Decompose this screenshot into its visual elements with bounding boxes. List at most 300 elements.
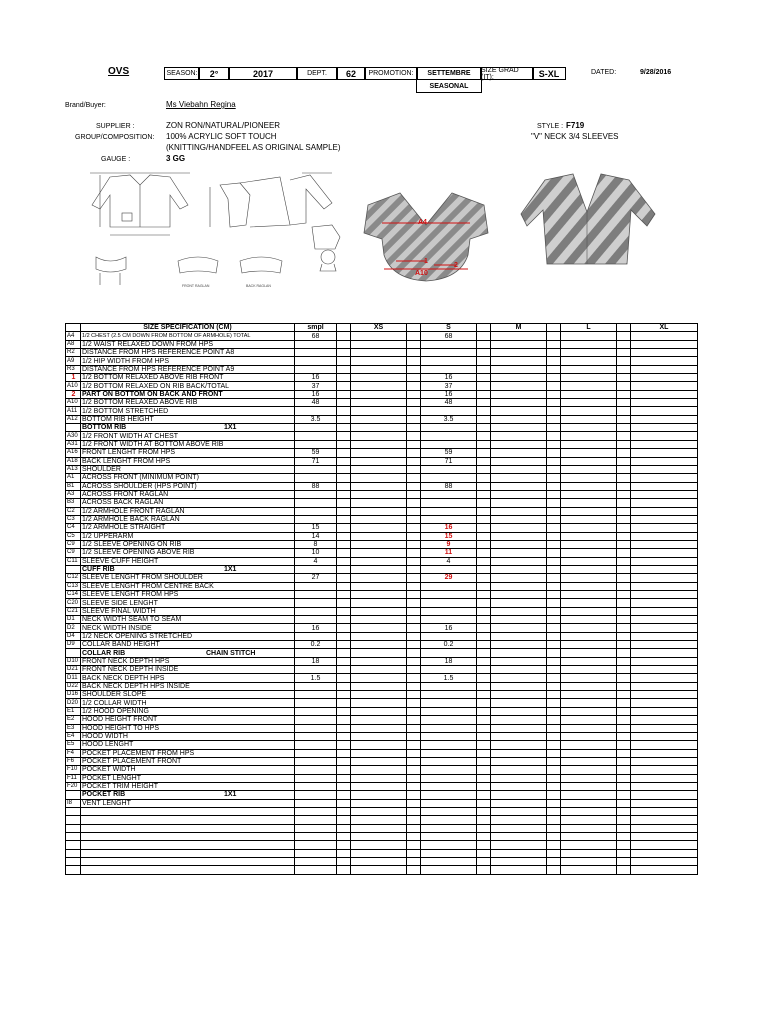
xl-value xyxy=(631,682,698,690)
s-value xyxy=(421,499,477,507)
row-description: 1/2 NECK OPENING STRETCHED xyxy=(81,632,295,640)
s-value: 48 xyxy=(421,399,477,407)
spacer-cell xyxy=(477,807,491,815)
row-code: E4 xyxy=(66,732,81,740)
table-row xyxy=(66,499,698,507)
group-label: GROUP/COMPOSITION: xyxy=(75,134,155,141)
smpl-value xyxy=(295,782,337,790)
spacer-cell xyxy=(617,641,631,649)
xs-value xyxy=(351,390,407,398)
m-value xyxy=(491,407,547,415)
spacer-cell xyxy=(617,791,631,799)
xl-value xyxy=(631,732,698,740)
spacer-cell xyxy=(337,674,351,682)
row-description: 1/2 SLEEVE OPENING ABOVE RIB xyxy=(81,549,295,557)
spacer-cell xyxy=(617,332,631,340)
row-code: A9 xyxy=(66,357,81,365)
spacer-cell xyxy=(617,766,631,774)
table-row xyxy=(66,465,698,473)
l-value xyxy=(561,624,617,632)
xl-value xyxy=(631,349,698,357)
row-code xyxy=(66,832,81,840)
table-row xyxy=(66,382,698,390)
spacer-cell xyxy=(337,691,351,699)
spacer-cell xyxy=(547,858,561,866)
size-grad-label: SIZE GRAD (IT): xyxy=(480,67,534,80)
spacer-cell xyxy=(477,474,491,482)
xl-value xyxy=(631,666,698,674)
table-row xyxy=(66,574,698,582)
spacer-cell xyxy=(407,599,421,607)
spacer-cell xyxy=(547,340,561,348)
spacer-cell xyxy=(337,440,351,448)
spacer-cell xyxy=(477,816,491,824)
l-value xyxy=(561,390,617,398)
m-value xyxy=(491,332,547,340)
row-description xyxy=(81,565,295,573)
spacer-cell xyxy=(477,440,491,448)
xs-value xyxy=(351,382,407,390)
spacer-cell xyxy=(407,357,421,365)
spacer-cell xyxy=(407,841,421,849)
smpl-value xyxy=(295,824,337,832)
m-value xyxy=(491,666,547,674)
table-row xyxy=(66,732,698,740)
spacer-cell xyxy=(407,732,421,740)
promotion-label: PROMOTION: xyxy=(364,67,418,80)
xs-value xyxy=(351,799,407,807)
table-row xyxy=(66,474,698,482)
smpl-value: 16 xyxy=(295,624,337,632)
header-size-l: L xyxy=(561,324,617,332)
spacer-cell xyxy=(617,674,631,682)
l-value xyxy=(561,515,617,523)
m-value xyxy=(491,824,547,832)
spacer-cell xyxy=(477,332,491,340)
spacer-cell xyxy=(477,374,491,382)
table-row xyxy=(66,816,698,824)
spacer-cell xyxy=(477,724,491,732)
spacer-cell xyxy=(617,632,631,640)
xl-value xyxy=(631,549,698,557)
xl-value xyxy=(631,766,698,774)
row-code xyxy=(66,866,81,874)
spacer-cell xyxy=(337,399,351,407)
l-value xyxy=(561,599,617,607)
l-value xyxy=(561,349,617,357)
spacer-cell xyxy=(337,866,351,874)
xs-value xyxy=(351,365,407,373)
row-code: F10 xyxy=(66,766,81,774)
m-value xyxy=(491,440,547,448)
spacer-cell xyxy=(477,449,491,457)
xl-value xyxy=(631,716,698,724)
spacer-cell xyxy=(407,490,421,498)
spacer-cell xyxy=(337,432,351,440)
l-value xyxy=(561,532,617,540)
xl-value xyxy=(631,532,698,540)
m-value xyxy=(491,624,547,632)
table-row xyxy=(66,390,698,398)
xs-value xyxy=(351,724,407,732)
l-value xyxy=(561,741,617,749)
rib-label: COLLAR RIB xyxy=(82,649,126,657)
spacer-cell xyxy=(617,490,631,498)
spacer-cell xyxy=(477,866,491,874)
table-row xyxy=(66,549,698,557)
m-value xyxy=(491,540,547,548)
m-value xyxy=(491,749,547,757)
spacer-cell xyxy=(617,599,631,607)
row-description: HOOD LENGHT xyxy=(81,741,295,749)
xl-value xyxy=(631,399,698,407)
supplier-label: SUPPLIER : xyxy=(96,123,135,130)
xl-value xyxy=(631,774,698,782)
spacer-cell xyxy=(617,824,631,832)
row-description: DISTANCE FROM HPS REFERENCE POINT A8 xyxy=(81,349,295,357)
table-row xyxy=(66,616,698,624)
smpl-value xyxy=(295,849,337,857)
row-description xyxy=(81,832,295,840)
spacer-cell xyxy=(547,624,561,632)
table-row xyxy=(66,749,698,757)
table-row xyxy=(66,824,698,832)
row-description: FRONT NECK DEPTH HPS xyxy=(81,657,295,665)
spacer-cell xyxy=(617,724,631,732)
a4-marker: A4 xyxy=(418,219,427,226)
row-description: ACROSS BACK RAGLAN xyxy=(81,499,295,507)
xs-value xyxy=(351,474,407,482)
spacer-cell xyxy=(477,457,491,465)
spacer-cell xyxy=(617,649,631,657)
spacer-cell xyxy=(337,824,351,832)
s-value xyxy=(421,832,477,840)
m-value xyxy=(491,741,547,749)
spacer-cell xyxy=(337,574,351,582)
m-value xyxy=(491,357,547,365)
xs-value xyxy=(351,607,407,615)
spacer-cell xyxy=(617,832,631,840)
smpl-value: 88 xyxy=(295,482,337,490)
spacer-cell xyxy=(337,749,351,757)
spacer-cell xyxy=(617,799,631,807)
spacer-cell xyxy=(617,449,631,457)
spacer-cell xyxy=(477,616,491,624)
m-value xyxy=(491,499,547,507)
xl-value xyxy=(631,524,698,532)
back-raglan-label: BACK RAGLAN xyxy=(246,284,271,288)
l-value xyxy=(561,766,617,774)
l-value xyxy=(561,716,617,724)
m-value xyxy=(491,691,547,699)
spacer-cell xyxy=(547,507,561,515)
m-value xyxy=(491,532,547,540)
spacer-cell xyxy=(407,565,421,573)
smpl-value xyxy=(295,507,337,515)
spacer-cell xyxy=(407,432,421,440)
s-value: 9 xyxy=(421,540,477,548)
spacer-cell xyxy=(337,699,351,707)
spacer-cell xyxy=(477,349,491,357)
xl-value xyxy=(631,540,698,548)
xl-value xyxy=(631,490,698,498)
spacer-cell xyxy=(617,465,631,473)
smpl-value xyxy=(295,774,337,782)
spacer-cell xyxy=(407,632,421,640)
spacer-cell xyxy=(337,724,351,732)
spacer-cell xyxy=(477,415,491,423)
xs-value xyxy=(351,340,407,348)
spacer-cell xyxy=(477,390,491,398)
spacer-cell xyxy=(477,824,491,832)
m-value xyxy=(491,599,547,607)
xl-value xyxy=(631,641,698,649)
xs-value xyxy=(351,407,407,415)
m-value xyxy=(491,774,547,782)
spacer-cell xyxy=(337,732,351,740)
s-value xyxy=(421,591,477,599)
xs-value xyxy=(351,682,407,690)
row-description: SLEEVE CUFF HEIGHT xyxy=(81,557,295,565)
table-row xyxy=(66,357,698,365)
m-value xyxy=(491,365,547,373)
spacer-cell xyxy=(477,757,491,765)
spacer-cell xyxy=(547,841,561,849)
spacer-cell xyxy=(547,449,561,457)
s-value xyxy=(421,340,477,348)
l-value xyxy=(561,474,617,482)
l-value xyxy=(561,524,617,532)
spacer-cell xyxy=(407,858,421,866)
spacer-cell xyxy=(407,699,421,707)
spacer-cell xyxy=(547,666,561,674)
smpl-value xyxy=(295,791,337,799)
row-code: I8 xyxy=(66,799,81,807)
xl-value xyxy=(631,499,698,507)
spacer-cell xyxy=(617,741,631,749)
m-value xyxy=(491,832,547,840)
header-code-cell xyxy=(66,324,81,332)
row-description: PART ON BOTTOM ON BACK AND FRONT xyxy=(81,390,295,398)
spacer-cell xyxy=(477,741,491,749)
a10-marker: A10 xyxy=(415,270,428,277)
xl-value xyxy=(631,340,698,348)
s-value xyxy=(421,465,477,473)
spacer-cell xyxy=(337,716,351,724)
group-note: (KNITTING/HANDFEEL AS ORIGINAL SAMPLE) xyxy=(166,143,341,152)
table-row xyxy=(66,774,698,782)
spacer-cell xyxy=(477,357,491,365)
spacer-cell xyxy=(407,382,421,390)
spacer-cell xyxy=(547,382,561,390)
spacer-cell xyxy=(547,399,561,407)
header-size-m: M xyxy=(491,324,547,332)
rib-label: CUFF RIB xyxy=(82,566,115,574)
row-description: 1/2 BOTTOM RELAXED ON RIB BACK/TOTAL xyxy=(81,382,295,390)
spacer-cell xyxy=(337,549,351,557)
table-row xyxy=(66,741,698,749)
xl-value xyxy=(631,724,698,732)
smpl-value xyxy=(295,799,337,807)
l-value xyxy=(561,866,617,874)
spacer-cell xyxy=(407,449,421,457)
l-value xyxy=(561,424,617,432)
spacer-cell xyxy=(337,515,351,523)
l-value xyxy=(561,757,617,765)
m-value xyxy=(491,682,547,690)
spacer-cell xyxy=(477,507,491,515)
xl-value xyxy=(631,749,698,757)
table-row xyxy=(66,482,698,490)
spacer-cell xyxy=(547,457,561,465)
spacer-cell xyxy=(407,791,421,799)
spacer-cell xyxy=(407,624,421,632)
spacer-cell xyxy=(617,732,631,740)
s-value xyxy=(421,666,477,674)
smpl-value: 15 xyxy=(295,524,337,532)
row-description: DISTANCE FROM HPS REFERENCE POINT A9 xyxy=(81,365,295,373)
spacer-cell xyxy=(617,365,631,373)
row-description xyxy=(81,807,295,815)
l-value xyxy=(561,791,617,799)
table-row xyxy=(66,649,698,657)
xs-value xyxy=(351,674,407,682)
m-value xyxy=(491,866,547,874)
spacer-cell xyxy=(617,858,631,866)
row-description: NECK WIDTH SEAM TO SEAM xyxy=(81,616,295,624)
spacer-cell xyxy=(547,490,561,498)
s-value xyxy=(421,682,477,690)
spacer-cell xyxy=(477,549,491,557)
row-code: C9 xyxy=(66,549,81,557)
spacer-cell xyxy=(407,349,421,357)
spacer-cell xyxy=(547,407,561,415)
row-code: C12 xyxy=(66,574,81,582)
row-description: POCKET PLACEMENT FROM HPS xyxy=(81,749,295,757)
s-value xyxy=(421,766,477,774)
spacer-cell xyxy=(547,574,561,582)
xs-value xyxy=(351,499,407,507)
spacer-cell xyxy=(477,674,491,682)
xs-value xyxy=(351,357,407,365)
row-description: 1/2 ARMHOLE BACK RAGLAN xyxy=(81,515,295,523)
xl-value xyxy=(631,432,698,440)
l-value xyxy=(561,641,617,649)
m-value xyxy=(491,515,547,523)
spacer-cell xyxy=(547,390,561,398)
row-description: 1/2 ARMHOLE STRAIGHT xyxy=(81,524,295,532)
spacer-cell xyxy=(617,482,631,490)
smpl-value xyxy=(295,691,337,699)
row-code: R2 xyxy=(66,349,81,357)
s-value xyxy=(421,616,477,624)
spacer-cell xyxy=(617,607,631,615)
xs-value xyxy=(351,424,407,432)
m-value xyxy=(491,607,547,615)
header-size-xl: XL xyxy=(631,324,698,332)
row-code: E2 xyxy=(66,716,81,724)
m-value xyxy=(491,415,547,423)
table-row xyxy=(66,532,698,540)
spacer-cell xyxy=(407,757,421,765)
spacer-cell xyxy=(407,832,421,840)
spacer-cell xyxy=(547,332,561,340)
spacer-cell xyxy=(617,540,631,548)
xl-value xyxy=(631,390,698,398)
table-row xyxy=(66,432,698,440)
s-value xyxy=(421,849,477,857)
xl-value xyxy=(631,415,698,423)
smpl-value: 18 xyxy=(295,657,337,665)
row-code xyxy=(66,849,81,857)
m-value xyxy=(491,807,547,815)
table-row xyxy=(66,641,698,649)
spacer-cell xyxy=(337,816,351,824)
xs-value xyxy=(351,465,407,473)
spacer-cell xyxy=(337,390,351,398)
dept-label: DEPT. xyxy=(296,67,338,80)
s-value: 16 xyxy=(421,390,477,398)
row-code xyxy=(66,858,81,866)
spacer-cell xyxy=(407,607,421,615)
spacer-cell xyxy=(617,374,631,382)
m-value xyxy=(491,716,547,724)
xl-value xyxy=(631,691,698,699)
spacer-cell xyxy=(477,682,491,690)
spacer-cell xyxy=(547,732,561,740)
spacer-cell xyxy=(407,616,421,624)
spacer-cell xyxy=(407,766,421,774)
s-value: 88 xyxy=(421,482,477,490)
table-row xyxy=(66,374,698,382)
row-code: F6 xyxy=(66,757,81,765)
smpl-value xyxy=(295,340,337,348)
style-value: F719 xyxy=(566,121,585,130)
row-code: D16 xyxy=(66,691,81,699)
smpl-value: 48 xyxy=(295,399,337,407)
spacer-cell xyxy=(547,766,561,774)
table-row xyxy=(66,349,698,357)
row-code: C11 xyxy=(66,557,81,565)
l-value xyxy=(561,374,617,382)
l-value xyxy=(561,432,617,440)
l-value xyxy=(561,699,617,707)
row-description xyxy=(81,841,295,849)
spacer-cell xyxy=(407,666,421,674)
spacer-cell xyxy=(547,824,561,832)
row-code: A30 xyxy=(66,432,81,440)
xl-value xyxy=(631,607,698,615)
spacer-cell xyxy=(337,332,351,340)
year-value: 2017 xyxy=(228,67,298,80)
spacer-cell xyxy=(337,791,351,799)
row-description: POCKET TRIM HEIGHT xyxy=(81,782,295,790)
row-description: BACK LENGHT FROM HPS xyxy=(81,457,295,465)
header-spec-title: SIZE SPECIFICATION (CM) xyxy=(81,324,295,332)
spacer-cell xyxy=(617,515,631,523)
row-description: HOOD HEIGHT TO HPS xyxy=(81,724,295,732)
xl-value xyxy=(631,616,698,624)
xl-value xyxy=(631,582,698,590)
spacer-cell xyxy=(617,666,631,674)
row-code: F4 xyxy=(66,749,81,757)
xs-value xyxy=(351,490,407,498)
spacer-cell xyxy=(547,465,561,473)
xs-value xyxy=(351,707,407,715)
row-code: A8 xyxy=(66,340,81,348)
row-code xyxy=(66,807,81,815)
s-value xyxy=(421,440,477,448)
